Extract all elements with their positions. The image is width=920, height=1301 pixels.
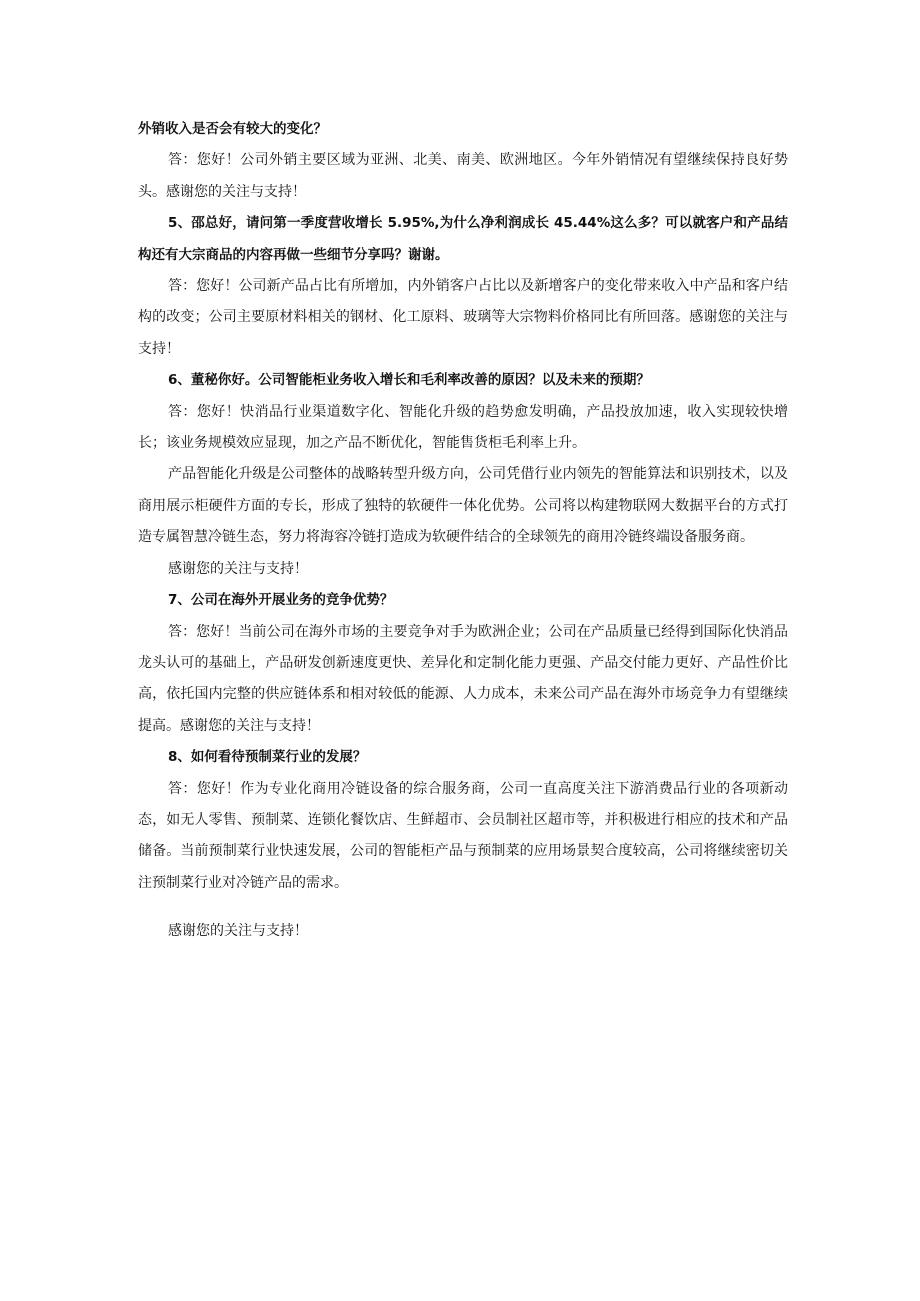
question-6: 6、董秘你好。公司智能柜业务收入增长和毛利率改善的原因？以及未来的预期？: [168, 372, 650, 389]
thanks-line: 感谢您的关注与支持！: [168, 560, 308, 577]
question-8: 8、如何看待预制菜行业的发展？: [168, 749, 367, 766]
answer-paragraph: 产品智能化升级是公司整体的战略转型升级方向，公司凭借行业内领先的智能算法和识别技术，以及商用展示柜硬件方面的专长，形成了独特的软硬件一体化优势。公司将以构建物联网大数据平台的方式打造专属智慧冷链生态，努力将海容冷链打造成为软硬件结合的全球领先的商用冷链终端设备服务商。: [138, 466, 788, 546]
answer-paragraph: 答：您好！作为专业化商用冷链设备的综合服务商，公司一直高度关注下游消费品行业的各项新动态，如无人零售、预制菜、连锁化餐饮店、生鲜超市、会员制社区超市等，并积极进行相应的技术和产品储备。当前预制菜行业快速发展，公司的智能柜产品与预制菜的应用场景契合度较高，公司将继续密切关注预制菜行业对冷链产品的需求。: [138, 780, 788, 891]
answer-paragraph: 答：您好！当前公司在海外市场的主要竞争对手为欧洲企业；公司在产品质量已经得到国际化快消品龙头认可的基础上，产品研发创新速度更快、差异化和定制化能力更强、产品交付能力更好、产品性价比高，依托国内完整的供应链体系和相对较低的能源、人力成本，未来公司产品在海外市场竞争力有望继续提高。感谢您的关注与支持！: [138, 623, 788, 734]
question-continuation: 外销收入是否会有较大的变化？: [138, 121, 327, 137]
document-page: [138, 114, 788, 948]
question-5: 5、邵总好，请问第一季度营收增长 5.95%,为什么净利润成长 45.44%这么多？可以就客户和产品结构还有大宗商品的内容再做一些细节分享吗？谢谢。: [138, 215, 788, 263]
answer-paragraph: 答：您好！公司外销主要区域为亚洲、北美、南美、欧洲地区。今年外销情况有望继续保持良好势头。感谢您的关注与支持！: [138, 152, 788, 200]
answer-paragraph: 答：您好！公司新产品占比有所增加，内外销客户占比以及新增客户的变化带来收入中产品和客户结构的改变；公司主要原材料相关的钢材、化工原料、玻璃等大宗物料价格同比有所回落。感谢您的关注与支持！: [138, 278, 788, 357]
answer-paragraph: 答：您好！快消品行业渠道数字化、智能化升级的趋势愈发明确，产品投放加速，收入实现较快增长；该业务规模效应显现，加之产品不断优化，智能售货柜毛利率上升。: [138, 403, 788, 452]
thanks-line: 感谢您的关注与支持！: [168, 923, 308, 940]
question-7: 7、公司在海外开展业务的竞争优势？: [168, 592, 394, 609]
